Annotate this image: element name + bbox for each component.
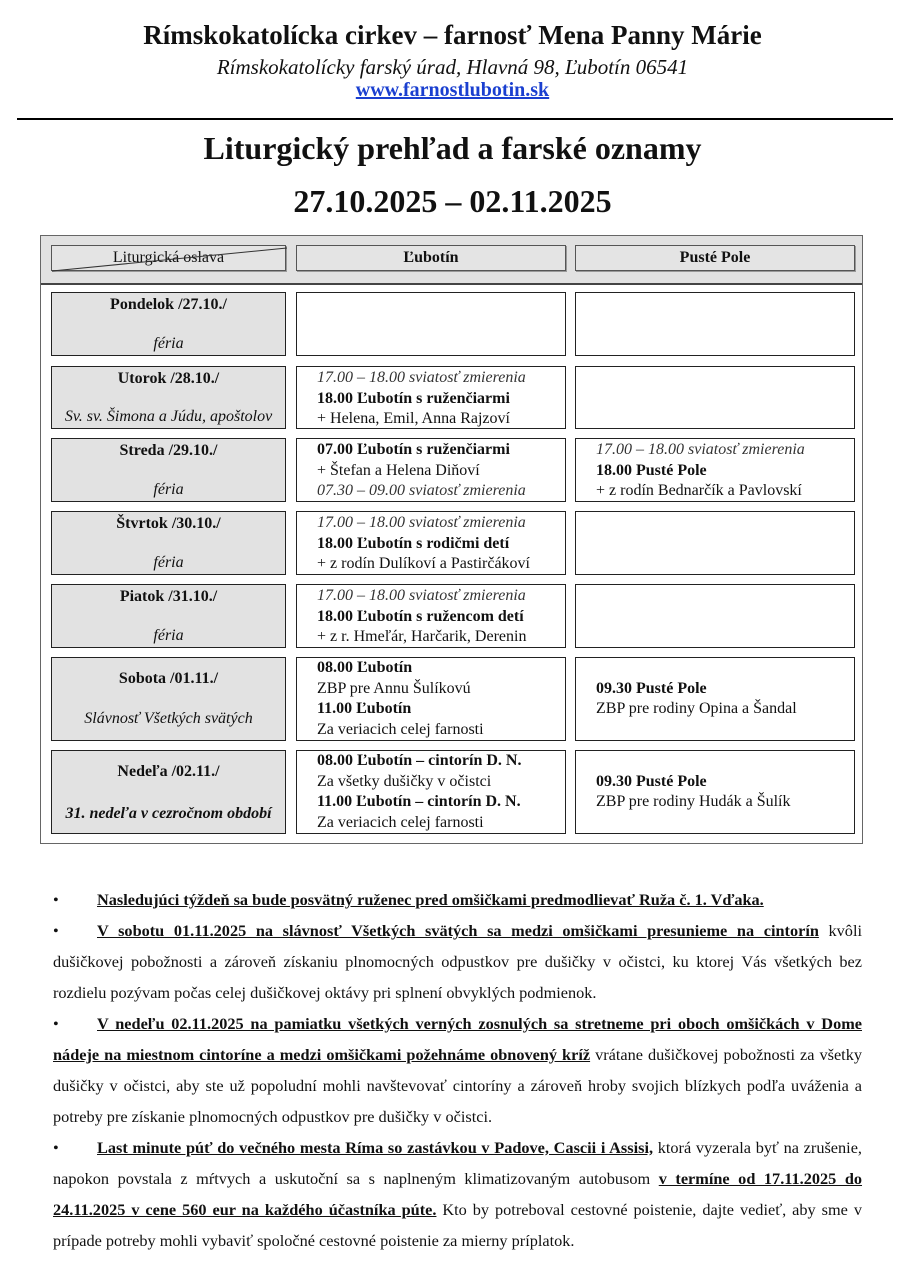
mass-line: ZBP pre Annu Šulíkovú	[317, 679, 471, 697]
parish-address: Rímskokatolícky farský úrad, Hlavná 98, Ľubotín 06541	[216, 55, 689, 79]
bullet-icon: •	[53, 921, 59, 940]
highlighted-text: V nedeľu 02.11.2025 na pamiatku všetkých verných zosnulých sa stretneme pri oboch omšičkách v Dome nádeje na miestnom cintoríne a medzi omšičkami požehnáme obnovený kríž	[53, 1014, 862, 1064]
highlighted-text: v termíne od 17.11.2025 do 24.11.2025 v cene 560 eur na každého účastníka púte.	[53, 1169, 863, 1219]
day-name: Streda /29.10./	[119, 442, 218, 459]
feast-name: féria	[153, 554, 184, 571]
mass-line: + z rodín Bednarčík a Pavlovskí	[596, 482, 802, 499]
mass-line: 18.00 Ľubotín s rodičmi detí	[317, 534, 510, 552]
mass-line: ZBP pre rodiny Opina a Šandal	[596, 700, 797, 717]
day-cell	[51, 511, 286, 575]
bullet-icon: •	[53, 1138, 59, 1157]
note-text: Kto by potreboval cestovné poistenie, dajte vedieť, aby sme v prípade potreby mohli vybaviť spoločné cestovné poistenie za mierny príplatok.	[53, 1200, 862, 1250]
pustepole-cell	[575, 657, 855, 741]
note-text: vrátane dušičkovej pobožnosti za všetky dušičky v očistci, aby ste už popoludní mohli navštevovať cintoríny a zároveň hroby svojich blízkych podľa uváženia a potreby pre získanie plnomocných odpustkov pre dušičky v očistci.	[53, 1045, 862, 1126]
pustepole-cell	[575, 438, 855, 502]
diagonal-line-icon	[52, 246, 287, 272]
feast-name: Slávnosť Všetkých svätých	[84, 710, 253, 727]
day-name: Pondelok /27.10./	[110, 296, 227, 313]
mass-line: 17.00 – 18.00 sviatosť zmierenia	[317, 514, 526, 531]
website-link[interactable]: www.farnostlubotin.sk	[355, 79, 550, 101]
mass-line: + z r. Hmeľár, Harčarik, Derenin	[317, 628, 527, 645]
highlighted-text: Nasledujúci týždeň sa bude posvätný ruženec pred omšičkami predmodlievať Ruža č. 1. Vďaka.	[97, 890, 764, 909]
lubotin-cell	[296, 511, 566, 575]
mass-line: 18.00 Ľubotín s ruženčiarmi	[317, 389, 510, 407]
mass-line: 18.00 Ľubotín s ružencom detí	[317, 607, 524, 625]
feast-name: Sv. sv. Šimona a Júdu, apoštolov	[64, 408, 273, 425]
column-header-liturgy	[51, 245, 286, 271]
announcement-item	[53, 1132, 862, 1256]
mass-line: + z rodín Dulíkoví a Pastirčákoví	[317, 555, 530, 572]
day-cell	[51, 292, 286, 356]
highlighted-text: Last minute púť do večného mesta Ríma so zastávkou v Padove, Cascii i Assisi,	[97, 1138, 654, 1157]
announcement-item	[53, 915, 862, 1008]
feast-name: féria	[153, 335, 184, 352]
pustepole-cell	[575, 750, 855, 834]
lubotin-cell	[296, 438, 566, 502]
announcement-item	[53, 884, 862, 915]
lubotin-cell	[296, 584, 566, 648]
day-name: Piatok /31.10./	[119, 588, 218, 605]
lubotin-cell	[296, 657, 566, 741]
lubotin-cell	[296, 366, 566, 429]
note-text: ktorá vyzerala byť na zrušenie, napokon povstala z mŕtvych a uskutoční sa s naplneným klimatizovaným autobusom	[53, 1138, 862, 1188]
day-cell	[51, 584, 286, 648]
day-name: Sobota /01.11./	[118, 670, 219, 687]
pustepole-cell	[575, 584, 855, 648]
feast-name: 31. nedeľa v cezročnom období	[65, 805, 272, 822]
column-header-lubotin: Ľubotín	[296, 245, 566, 271]
mass-line: 08.00 Ľubotín – cintorín D. N.	[317, 752, 522, 769]
mass-line: Za všetky dušičky v očistci	[317, 772, 492, 790]
mass-line: 08.00 Ľubotín	[317, 659, 413, 676]
lubotin-cell	[296, 750, 566, 834]
mass-line: 09.30 Pusté Pole	[596, 679, 707, 697]
day-cell	[51, 657, 286, 741]
mass-line: ZBP pre rodiny Hudák a Šulík	[596, 793, 791, 810]
day-cell	[51, 366, 286, 429]
day-cell	[51, 750, 286, 834]
date-range: 27.10.2025 – 02.11.2025	[293, 183, 612, 219]
bullet-icon: •	[53, 890, 59, 909]
mass-line: 11.00 Ľubotín – cintorín D. N.	[317, 793, 521, 810]
mass-line: 17.00 – 18.00 sviatosť zmierenia	[596, 441, 805, 458]
mass-line: 11.00 Ľubotín	[317, 700, 412, 717]
mass-line: 17.00 – 18.00 sviatosť zmierenia	[317, 369, 526, 386]
day-name: Utorok /28.10./	[117, 370, 220, 387]
column-label: Liturgická oslava	[112, 249, 225, 266]
mass-line: Za veriacich celej farnosti	[317, 720, 484, 738]
feast-name: féria	[153, 481, 184, 498]
pustepole-cell	[575, 292, 855, 356]
mass-line: 07.30 – 09.00 sviatosť zmierenia	[317, 482, 526, 499]
header-divider	[17, 118, 893, 120]
bullet-icon: •	[53, 1014, 59, 1033]
day-cell	[51, 438, 286, 502]
announcement-item	[53, 1008, 862, 1132]
page-title: Liturgický prehľad a farské oznamy	[203, 130, 702, 166]
mass-line: 07.00 Ľubotín s ruženčiarmi	[317, 441, 510, 458]
mass-line: 09.30 Pusté Pole	[596, 772, 707, 790]
mass-line: 17.00 – 18.00 sviatosť zmierenia	[317, 587, 526, 604]
mass-line: + Štefan a Helena Diňoví	[317, 461, 480, 479]
mass-line: + Helena, Emil, Anna Rajzoví	[317, 410, 510, 427]
day-name: Nedeľa /02.11./	[117, 763, 220, 780]
pustepole-cell	[575, 511, 855, 575]
parish-name: Rímskokatolícka cirkev – farnosť Mena Panny Márie	[143, 20, 762, 50]
lubotin-cell	[296, 292, 566, 356]
column-header-puste-pole: Pusté Pole	[575, 245, 855, 271]
mass-line: Za veriacich celej farnosti	[317, 813, 484, 831]
pustepole-cell	[575, 366, 855, 429]
highlighted-text: V sobotu 01.11.2025 na slávnosť Všetkých svätých sa medzi omšičkami presunieme na cintorín	[97, 921, 819, 940]
feast-name: féria	[153, 627, 184, 644]
mass-line: 18.00 Pusté Pole	[596, 461, 707, 479]
announcements	[53, 884, 862, 1256]
note-text: kvôli dušičkovej pobožnosti a zároveň získaniu plnomocných odpustkov pre dušičky v očistci, ku ktorej Vás všetkých bez rozdielu pozývam počas celej dušičkovej oktávy pri splnení obvyklých podmienok.	[53, 921, 862, 1002]
day-name: Štvrtok /30.10./	[116, 515, 221, 532]
